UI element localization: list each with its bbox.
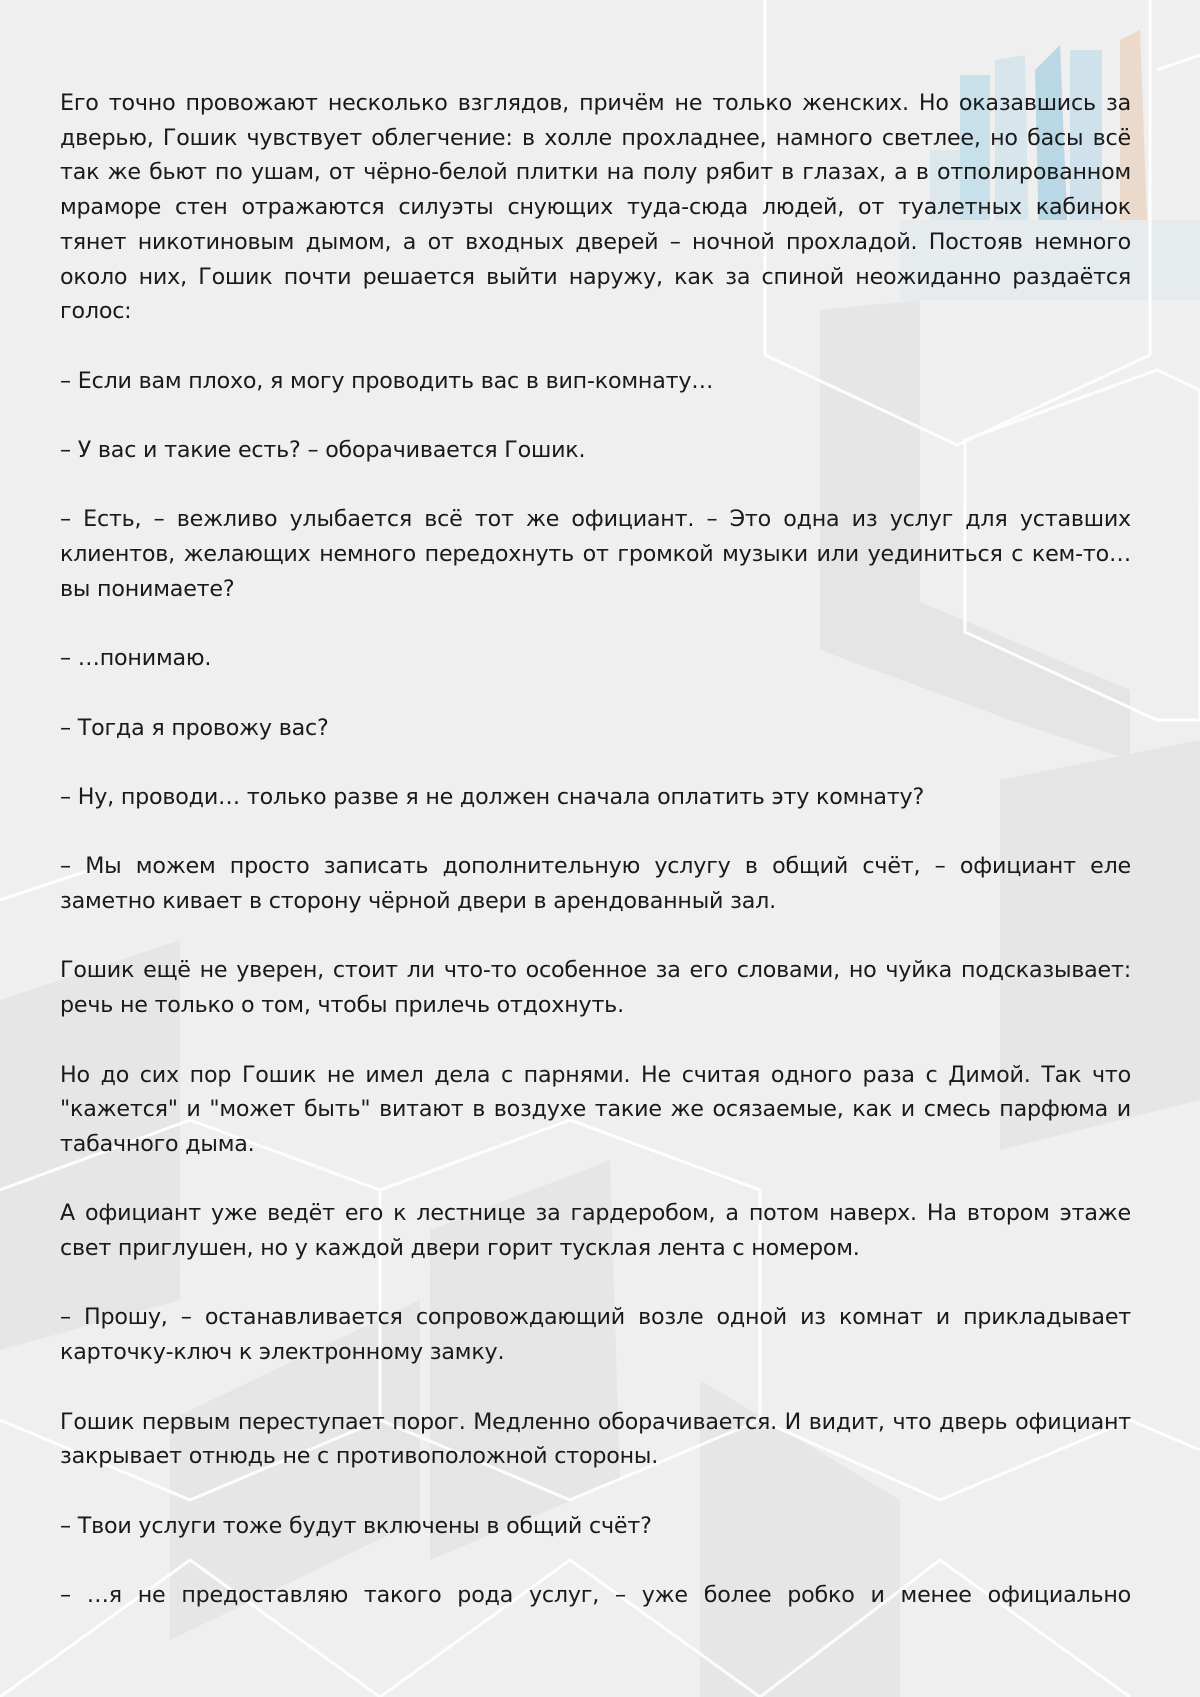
paragraph: – Тогда я провожу вас? [60,714,329,741]
paragraph: Но до сих пор Гошик не имел дела с парнями. Не считая одного раза с Димой. Так что "кажется" и "может быть" витают в воздухе такие же осязаемые, как и смесь парфюма и табачного дыма. [60,1061,1131,1157]
paragraph: – …я не предоставляю такого рода услуг, – уже более робко и менее официально [60,1582,1131,1609]
document-page [60,86,1131,1647]
paragraph: – Твои услуги тоже будут включены в общий счёт? [60,1512,652,1539]
paragraph: – Есть, – вежливо улыбается всё тот же официант. – Это одна из услуг для уставших клиентов, желающих немного передохнуть от громкой музыки или уединиться с кем-то… вы понимаете? [60,506,1131,602]
paragraph: А официант уже ведёт его к лестнице за гардеробом, а потом наверх. На втором этаже свет приглушен, но у каждой двери горит тусклая лента с номером. [60,1200,1131,1262]
paragraph: Его точно провожают несколько взглядов, причём не только женских. Но оказавшись за дверью, Гошик чувствует облегчение: в холле прохладнее, намного светлее, но басы всё так же бьют по ушам, от чёрно-белой плитки на полу рябит в глазах, а в отполированном мраморе стен отражаются силуэты снующих туда-сюда людей, от туалетных кабинок тянет никотиновым дымом, а от входных дверей – ночной прохладой. Постояв немного около них, Гошик почти решается выйти наружу, как за спиной неожиданно раздаётся голос: [60,90,1131,325]
paragraph: – Мы можем просто записать дополнительную услугу в общий счёт, – официант еле заметно кивает в сторону чёрной двери в арендованный зал. [60,853,1131,915]
paragraph: – …понимаю. [60,645,212,672]
paragraph: – Если вам плохо, я могу проводить вас в вип-комнату… [60,367,714,394]
paragraph: Гошик ещё не уверен, стоит ли что-то особенное за его словами, но чуйка подсказывает: речь не только о том, чтобы прилечь отдохнуть. [60,957,1131,1019]
paragraph: – У вас и такие есть? – оборачивается Гошик. [60,437,586,463]
paragraph: – Ну, проводи… только разве я не должен сначала оплатить эту комнату? [60,783,925,810]
paragraph: – Прошу, – останавливается сопровождающий возле одной из комнат и прикладывает карточку-ключ к электронному замку. [60,1304,1131,1366]
paragraph: Гошик первым переступает порог. Медленно оборачивается. И видит, что дверь официант закрывает отнюдь не с противоположной стороны. [60,1408,1131,1470]
